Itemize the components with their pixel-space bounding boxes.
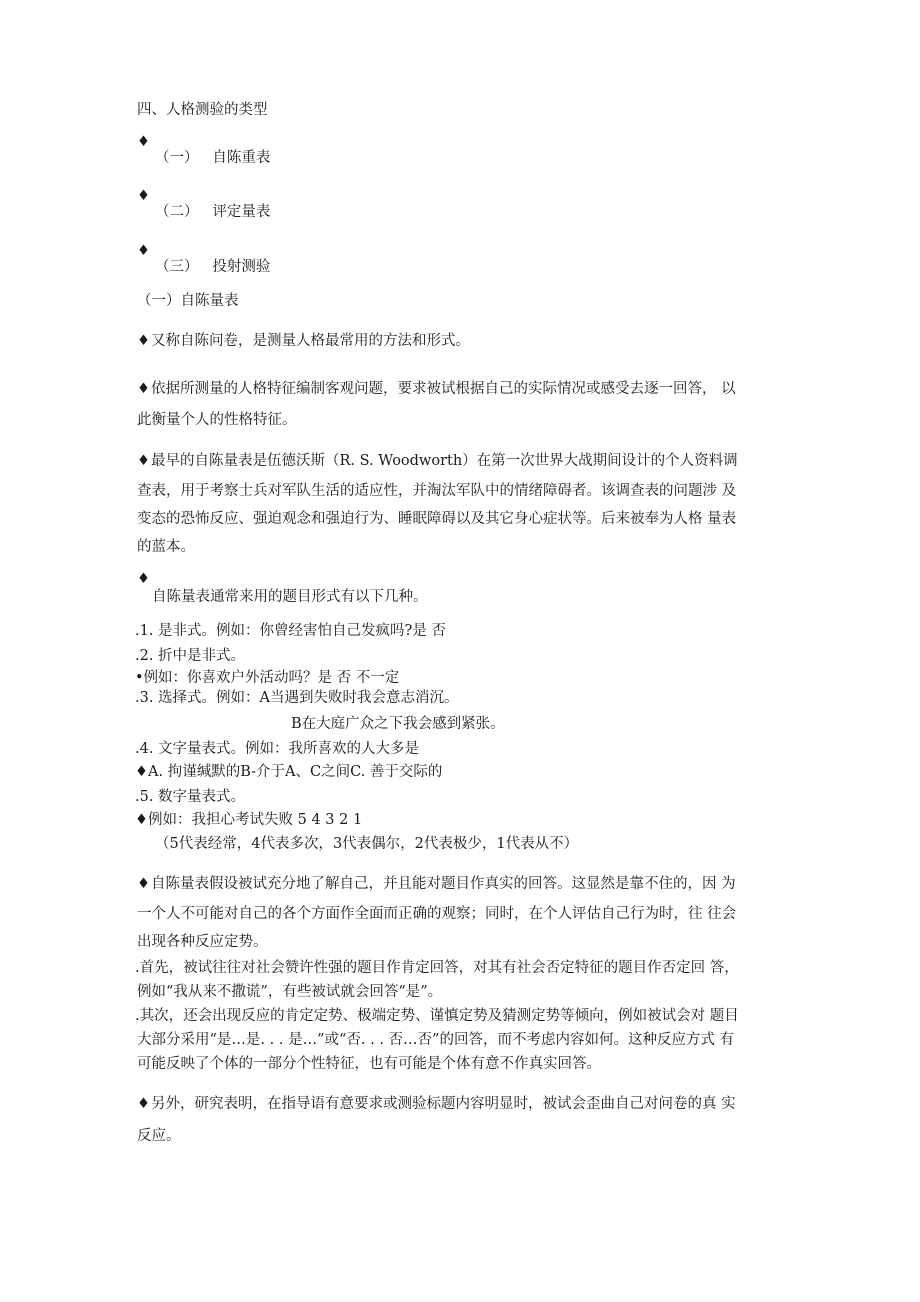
list-item: ♦A. 拘谨缄默的B-介于A、C之间C. 善于交际的 [135, 764, 443, 780]
bullet-icon: ♦ [137, 243, 150, 259]
list-item: .1. 是非式。例如：你曾经害怕自己发疯吗?是 否 [135, 623, 446, 639]
list-item: .2. 折中是非式。 [135, 648, 246, 664]
paragraph-assumption-line-1: ♦自陈量表假设被试充分地了解自己，并且能对题目作真实的回答。这显然是靠不住的，因 为 [137, 876, 736, 892]
bullet-icon: ♦ [137, 333, 150, 349]
bullet-icon: ♦ [137, 876, 150, 892]
list-item: •例如：你喜欢户外活动吗？是 否 不一定 [135, 670, 400, 686]
section-title: 四、人格测验的类型 [137, 102, 268, 118]
paragraph-basis-line-1: ♦依据所测量的人格特征编制客观问题，要求被试根据自己的实际情况或感受去逐一回答， 以 [137, 381, 736, 397]
paragraph-item-forms-intro: 自陈量表通常来用的题目形式有以下几种。 [152, 589, 428, 605]
paragraph-assumption-line-2: 一个人不可能对自己的各个方面作全面而正确的观察；同时，在个人评估自己行为时，往 往会 [137, 906, 737, 922]
toc-item-label: 评定量表 [212, 204, 271, 220]
paragraph-distortion-line-2: 反应。 [137, 1128, 181, 1144]
list-item: （5代表经常，4代表多次，3代表偶尔，2代表极少，1代表从不） [155, 836, 579, 852]
list-item: ♦例如：我担心考试失败 5 4 3 2 1 [135, 812, 363, 828]
bullet-icon: ♦ [137, 571, 150, 587]
list-item: .3. 选择式。例如：A当遇到失败时我会意志消沉。 [135, 690, 459, 706]
paragraph-second-line-1: .其次，还会出现反应的肯定定势、极端定势、谨慎定势及猜测定势等倾向，例如被试会对 题目 [135, 1008, 739, 1024]
toc-item-number: （三） [155, 259, 199, 275]
paragraph-assumption-line-3: 出现各种反应定势。 [137, 934, 268, 950]
paragraph-basis-line-2: 此衡量个人的性格特征。 [137, 412, 297, 428]
toc-item-number: （二） [155, 204, 199, 220]
bullet-icon: ♦ [137, 188, 150, 204]
paragraph-second-line-3: 可能反映了个体的一部分个性特征，也有可能是个体有意不作真实回答。 [137, 1056, 601, 1072]
list-item: .4. 文字量表式。例如：我所喜欢的人大多是 [135, 741, 420, 757]
paragraph-history-line-4: 的蓝本。 [137, 539, 195, 555]
list-item: B在大庭广众之下我会感到紧张。 [291, 716, 505, 732]
toc-item-3 [155, 257, 270, 277]
paragraph-history-line-1: ♦最早的自陈量表是伍德沃斯（R. S. Woodworth）在第一次世界大战期间设计的个人资料调 [137, 453, 738, 469]
paragraph-first-line-1: .首先，被试往往对社会赞许性强的题目作肯定回答，对其有社会否定特征的题目作否定回 答， [135, 960, 739, 976]
toc-item-1 [155, 148, 270, 168]
paragraph-definition: ♦又称自陈问卷，是测量人格最常用的方法和形式。 [137, 333, 470, 349]
toc-item-label: 投射测验 [212, 259, 271, 275]
paragraph-first-line-2: 例如“我从来不撒谎”，有些被试就会回答“是”。 [137, 984, 443, 1000]
toc-item-number: （一） [155, 150, 199, 166]
bullet-icon: ♦ [137, 453, 150, 469]
paragraph-history-line-3: 变态的恐怖反应、强迫观念和强迫行为、睡眠障碍以及其它身心症状等。后来被奉为人格 量表 [137, 511, 737, 527]
subsection-title: （一）自陈量表 [137, 293, 239, 309]
paragraph-history-line-2: 查表，用于考察士兵对军队生活的适应性，并淘汰军队中的情绪障碍者。该调查表的问题涉 及 [137, 483, 737, 499]
bullet-icon: ♦ [137, 134, 150, 150]
bullet-icon: ♦ [137, 1096, 150, 1112]
toc-item-label: 自陈重表 [212, 150, 271, 166]
paragraph-second-line-2: 大部分采用“是…是. . . 是…”或“否. . . 否…否”的回答，而不考虑内容如何。这种反应方式 有 [137, 1032, 735, 1048]
paragraph-distortion-line-1: ♦另外，研究表明，在指导语有意要求或测验标题内容明显时，被试会歪曲自己对问卷的真 实 [137, 1096, 736, 1112]
toc-item-2 [155, 202, 270, 222]
bullet-icon: ♦ [137, 381, 150, 397]
list-item: .5. 数字量表式。 [135, 789, 246, 805]
